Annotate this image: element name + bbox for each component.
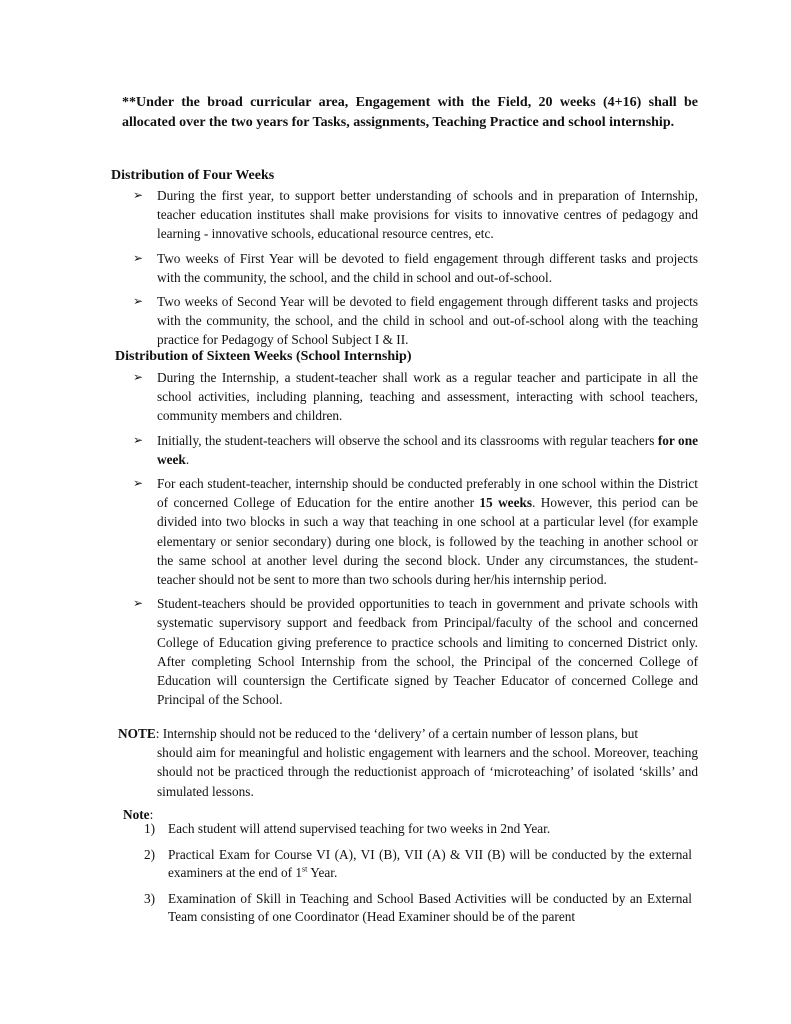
list-item: ➢ Two weeks of First Year will be devoted to field engagement through different tasks and projects with the community, the school, and the child in school and out-of-school. xyxy=(133,250,698,285)
heading-four-weeks: Distribution of Four Weeks xyxy=(111,168,275,183)
list-item: 2) Practical Exam for Course VI (A), VI (B), VII (A) & VII (B) will be conducted by the external examiners at the end of 1st Year. xyxy=(144,847,692,880)
list-item: ➢ Initially, the student-teachers will observe the school and its classrooms with regular teachers for one week. xyxy=(133,432,698,467)
note-paragraph xyxy=(118,724,698,801)
arrow-bullet-icon: ➢ xyxy=(133,432,144,447)
list-item: ➢ During the first year, to support better understanding of schools and in preparation of Internship, teacher education institutes shall make provisions for visits to innovative centres of pedagogy and learning - innovative schools, educational resource centres, etc. xyxy=(133,188,698,242)
list-item: ➢ Student-teachers should be provided opportunities to teach in government and private schools with systematic supervisory support and feedback from Principal/faculty of the school and concerned College of Education giving preference to practice schools and limiting to concerned District only. After completing School Internship from the school, the Principal of the concerned College of Education will countersign the Certificate signed by Teacher Educator of concerned College and Principal of the School. xyxy=(133,596,698,708)
bold-phrase: for one week xyxy=(157,432,698,467)
arrow-bullet-icon: ➢ xyxy=(133,476,144,491)
four-weeks-list xyxy=(133,186,698,355)
arrow-bullet-icon: ➢ xyxy=(133,370,144,384)
list-item: ➢ Two weeks of Second Year will be devoted to field engagement through different tasks and projects with the community, the school, and the child in school and out-of-school along with the teaching practice for Pedagogy of School Subject I & II. xyxy=(133,294,698,348)
heading-sixteen-weeks: Distribution of Sixteen Weeks (School Internship) xyxy=(115,349,412,364)
note-first-line: NOTE: Internship should not be reduced to the ‘delivery’ of a certain number of lesson plans, but xyxy=(118,726,639,741)
arrow-bullet-icon: ➢ xyxy=(133,596,144,611)
list-item: 3) Examination of Skill in Teaching and School Based Activities will be conducted by an External Team consisting of one Coordinator (Head Examiner should be of the parent xyxy=(144,891,692,924)
list-item: ➢ During the Internship, a student-teacher shall work as a regular teacher and participate in all the school activities, including planning, teaching and assessment, interacting with school teachers, community members and children. xyxy=(133,370,698,424)
bold-phrase: 15 weeks xyxy=(479,495,533,511)
note-list xyxy=(140,820,692,934)
list-item: 1) Each student will attend supervised teaching for two weeks in 2nd Year. xyxy=(144,821,551,836)
note-label: NOTE xyxy=(118,726,156,741)
note-heading: Note: xyxy=(123,807,154,822)
note-body: should aim for meaningful and holistic engagement with learners and the school. Moreover, teaching should not be practiced through the reductionist approach of ‘microteaching’ of isolated ‘skills’ and simulated lessons. xyxy=(157,745,698,799)
sixteen-weeks-list xyxy=(133,368,698,714)
arrow-bullet-icon: ➢ xyxy=(133,250,144,265)
intro-paragraph: **Under the broad curricular area, Engagement with the Field, 20 weeks (4+16) shall be allocated over the two years for Tasks, assignments, Teaching Practice and school internship. xyxy=(122,95,698,130)
arrow-bullet-icon: ➢ xyxy=(133,294,144,309)
arrow-bullet-icon: ➢ xyxy=(133,188,144,202)
list-item: ➢ For each student-teacher, internship should be conducted preferably in one school within the District of concerned College of Education for the entire another 15 weeks. However, this period can be divided into two blocks in such a way that teaching in one school at a particular level (for example elementary or senior secondary) during one block, is followed by the teaching in another school or the same school at another level during the second block. Under any circumstances, the student-teacher should not be sent to more than two schools during her/his internship period. xyxy=(133,476,698,588)
